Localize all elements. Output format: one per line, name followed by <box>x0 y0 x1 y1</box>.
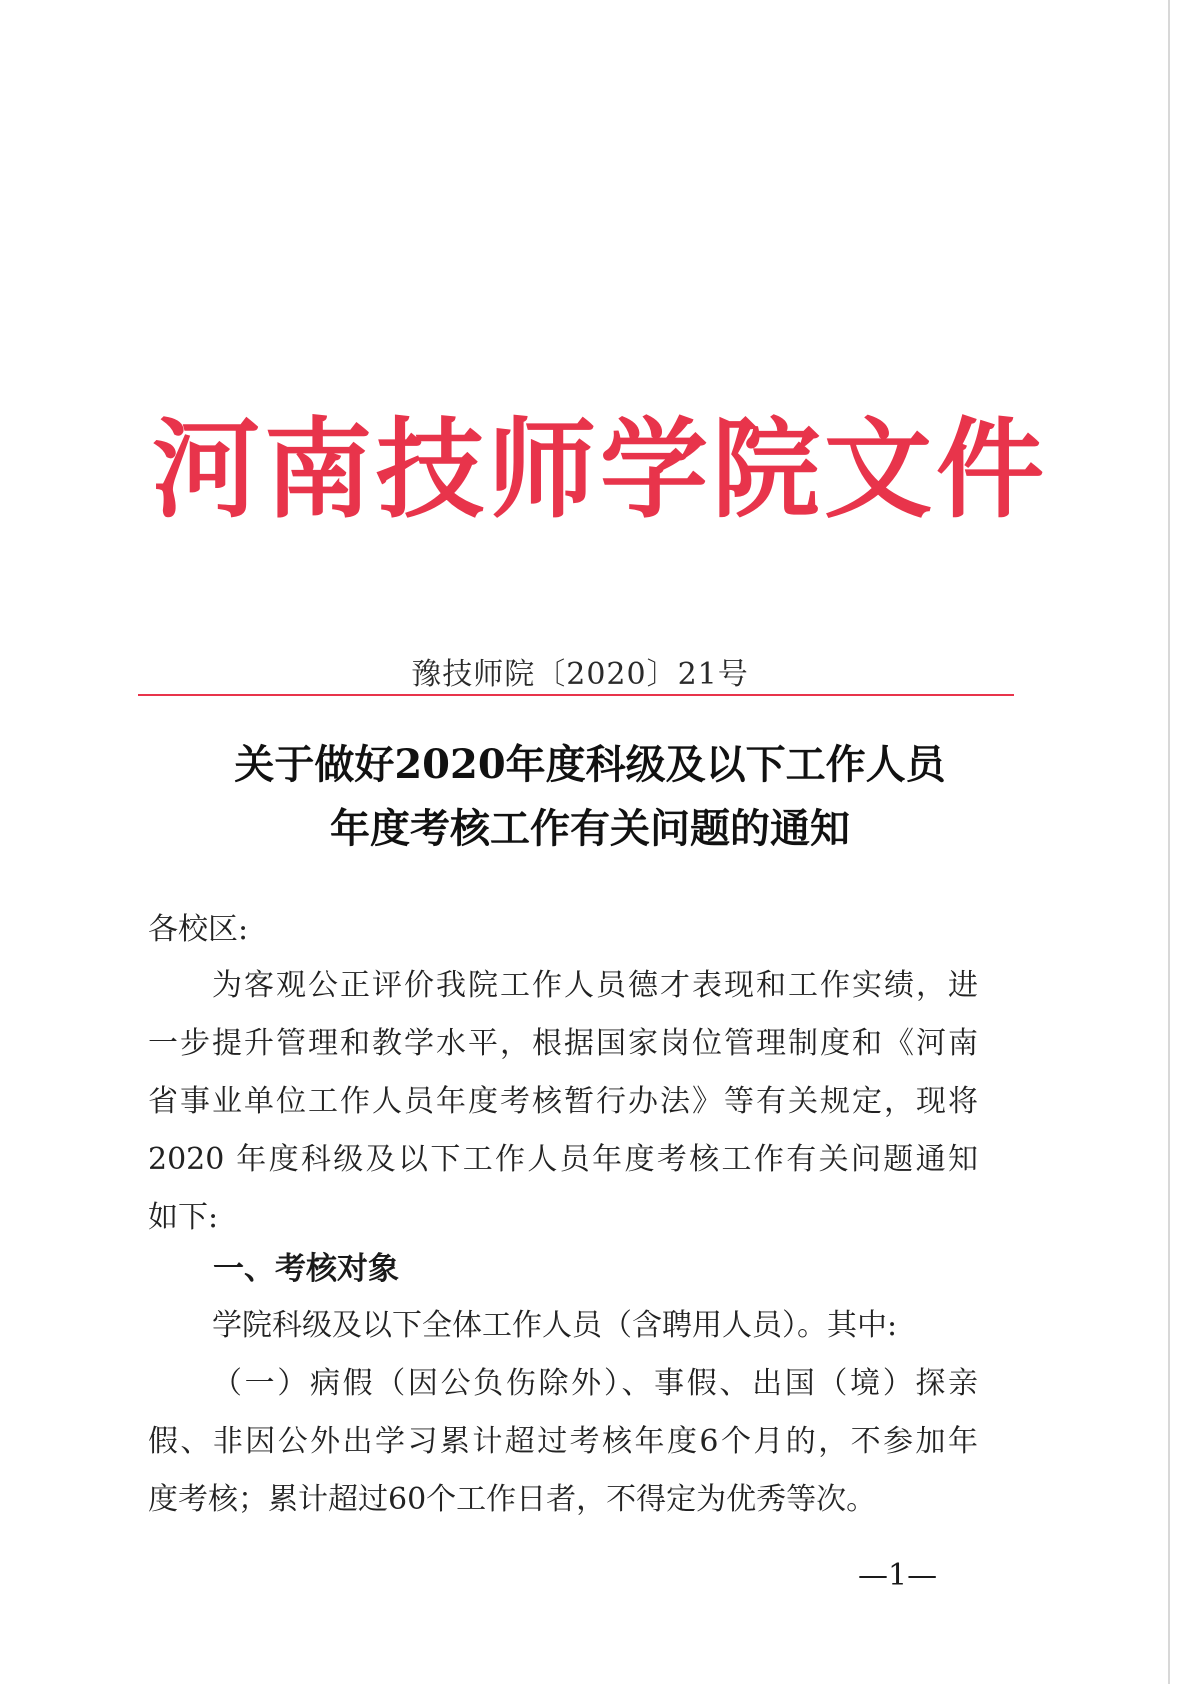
paragraph-intro-line-2: 一步提升管理和教学水平，根据国家岗位管理制度和《河南 <box>148 1026 978 1061</box>
section-heading-assessment-targets: 一、考核对象 <box>213 1251 399 1287</box>
document-title-line-1: 关于做好2020年度科级及以下工作人员 <box>234 741 946 788</box>
masthead-title: 河南技师学院文件 <box>151 407 1048 533</box>
section-item-1-line-1: （一）病假（因公负伤除外）、事假、出国（境）探亲 <box>212 1366 978 1401</box>
document-title <box>150 733 1030 861</box>
paragraph-intro-line-3: 省事业单位工作人员年度考核暂行办法》等有关规定，现将 <box>148 1084 978 1119</box>
document-title-line-2: 年度考核工作有关问题的通知 <box>330 805 850 852</box>
paragraph-intro-line-4: 2020 年度科级及以下工作人员年度考核工作有关问题通知 <box>148 1142 978 1177</box>
page-number: —1— <box>858 1558 938 1593</box>
section-item-1-line-3: 度考核；累计超过60个工作日者，不得定为优秀等次。 <box>148 1482 877 1517</box>
document-number: 豫技师院〔2020〕21号 <box>411 657 749 692</box>
paragraph-intro-line-5: 如下: <box>148 1200 219 1235</box>
paragraph-intro-line-1: 为客观公正评价我院工作人员德才表现和工作实绩，进 <box>212 968 978 1003</box>
section-paragraph <box>148 1297 978 1355</box>
red-separator-rule <box>138 694 1014 696</box>
scan-edge-line <box>1168 0 1170 1684</box>
paragraph-intro <box>148 957 978 1247</box>
section-item-1-line-2: 假、非因公外出学习累计超过考核年度6个月的，不参加年 <box>148 1424 978 1459</box>
salutation: 各校区: <box>148 912 249 947</box>
section-paragraph-line: 学院科级及以下全体工作人员（含聘用人员）。其中: <box>212 1308 898 1343</box>
section-item-1 <box>148 1355 978 1529</box>
